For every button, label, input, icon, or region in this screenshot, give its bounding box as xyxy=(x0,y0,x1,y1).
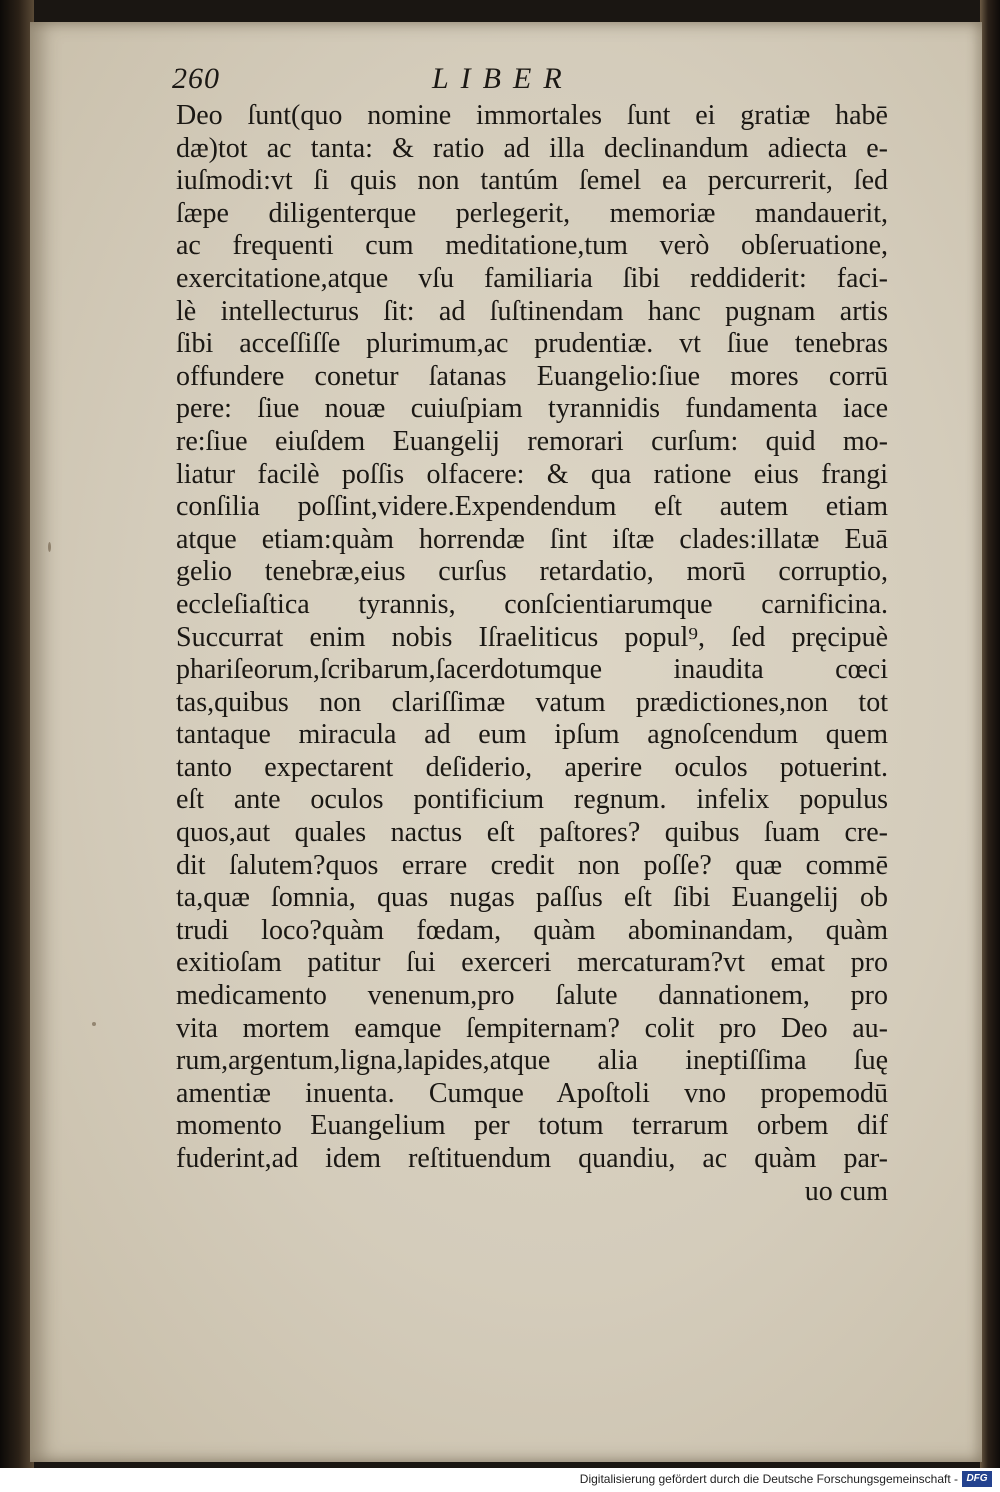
text-line: amentiæ inuenta. Cumque Apoſtoli vno propemodū xyxy=(176,1077,888,1109)
page-stack-edge xyxy=(980,0,1000,1468)
text-line: phariſeorum,ſcribarum,ſacerdotumque inaudita cœci xyxy=(176,654,888,686)
text-line: pere: ſiue nouæ cuiuſpiam tyrannidis fundamenta iace xyxy=(176,393,888,425)
footer-bar xyxy=(0,1468,1000,1492)
text-line: exercitatione,atque vſu familiaria ſibi reddiderit: faci- xyxy=(176,262,888,294)
page-header xyxy=(172,62,932,102)
text-line: tas,quibus non clariſſimæ vatum prædictiones,non tot xyxy=(176,686,888,718)
text-line: tanto expectarent deſiderio, aperire oculos potuerint. xyxy=(176,751,888,783)
dfg-logo: DFG xyxy=(962,1471,992,1487)
text-line: lè intellecturus ſit: ad ſuſtinendam hanc pugnam artis xyxy=(176,295,888,327)
paper-speck xyxy=(92,1022,96,1026)
text-line: fuderint,ad idem reſtituendum quandiu, ac quàm par- xyxy=(176,1143,888,1174)
text-line: ſibi acceſſiſſe plurimum,ac prudentiæ. vt ſiue tenebras xyxy=(176,328,888,360)
text-line: iuſmodi:vt ſi quis non tantúm ſemel ea percurrerit, ſed xyxy=(176,165,888,197)
text-line: eſt ante oculos pontificium regnum. infelix populus xyxy=(176,784,888,816)
text-line: ac frequenti cum meditatione,tum verò obſeruatione, xyxy=(176,230,888,262)
running-head: LIBER xyxy=(432,62,574,95)
text-line: trudi loco?quàm fœdam, quàm abominandam, quàm xyxy=(176,914,888,946)
text-line: momento Euangelium per totum terrarum orbem dif xyxy=(176,1110,888,1142)
text-line: atque etiam:quàm horrendæ ſint iſtæ clades:illatæ Euā xyxy=(176,523,888,555)
text-line: ta,quæ ſomnia, quas nugas paſſus eſt ſibi Euangelij ob xyxy=(176,882,888,914)
text-line: quos,aut quales nactus eſt paſtores? quibus ſuam cre- xyxy=(176,817,888,849)
text-line: re:ſiue eiuſdem Euangelij remorari curſum: quid mo- xyxy=(176,425,888,457)
text-line: dit ſalutem?quos errare credit non poſſe? quæ commē xyxy=(176,849,888,881)
text-line: conſilia poſſint,videre.Expendendum eſt autem etiam xyxy=(176,491,888,523)
catchword: uo cum xyxy=(804,1175,888,1207)
text-line: vita mortem eamque ſempiternam? colit pro Deo au- xyxy=(176,1012,888,1044)
body-text xyxy=(176,100,916,1208)
funding-credit: Digitalisierung gefördert durch die Deutsche Forschungsgemeinschaft - xyxy=(579,1472,958,1486)
text-line: gelio tenebræ,eius curſus retardatio, morū corruptio, xyxy=(176,556,888,588)
text-line: liatur facilè poſſis olfacere: & qua ratione eius frangi xyxy=(176,458,888,490)
paper-speck xyxy=(48,542,51,552)
text-line: Succurrat enim nobis Iſraeliticus popul⁹, ſed pręcipuè xyxy=(176,621,888,653)
page-number: 260 xyxy=(172,62,220,95)
text-line: eccleſiaſtica tyrannis, conſcientiarumque carnificina. xyxy=(176,588,888,620)
text-line: ſæpe diligenterque perlegerit, memoriæ mandauerit, xyxy=(176,197,888,229)
text-line: exitioſam patitur ſui exerceri mercaturam?vt emat pro xyxy=(176,947,888,979)
text-line: rum,argentum,ligna,lapides,atque alia ineptiſſima ſuę xyxy=(176,1045,888,1077)
text-line: Deo ſunt(quo nomine immortales ſunt ei gratiæ habē xyxy=(176,100,888,131)
book-binding-edge xyxy=(0,0,34,1468)
text-line: medicamento venenum,pro ſalute dannationem, pro xyxy=(176,980,888,1012)
text-line: dæ)tot ac tanta: & ratio ad illa declinandum adiecta e- xyxy=(176,132,888,164)
text-line: offundere conetur ſatanas Euangelio:ſiue mores corrū xyxy=(176,360,888,392)
text-line: tantaque miracula ad eum ipſum agnoſcendum quem xyxy=(176,719,888,751)
